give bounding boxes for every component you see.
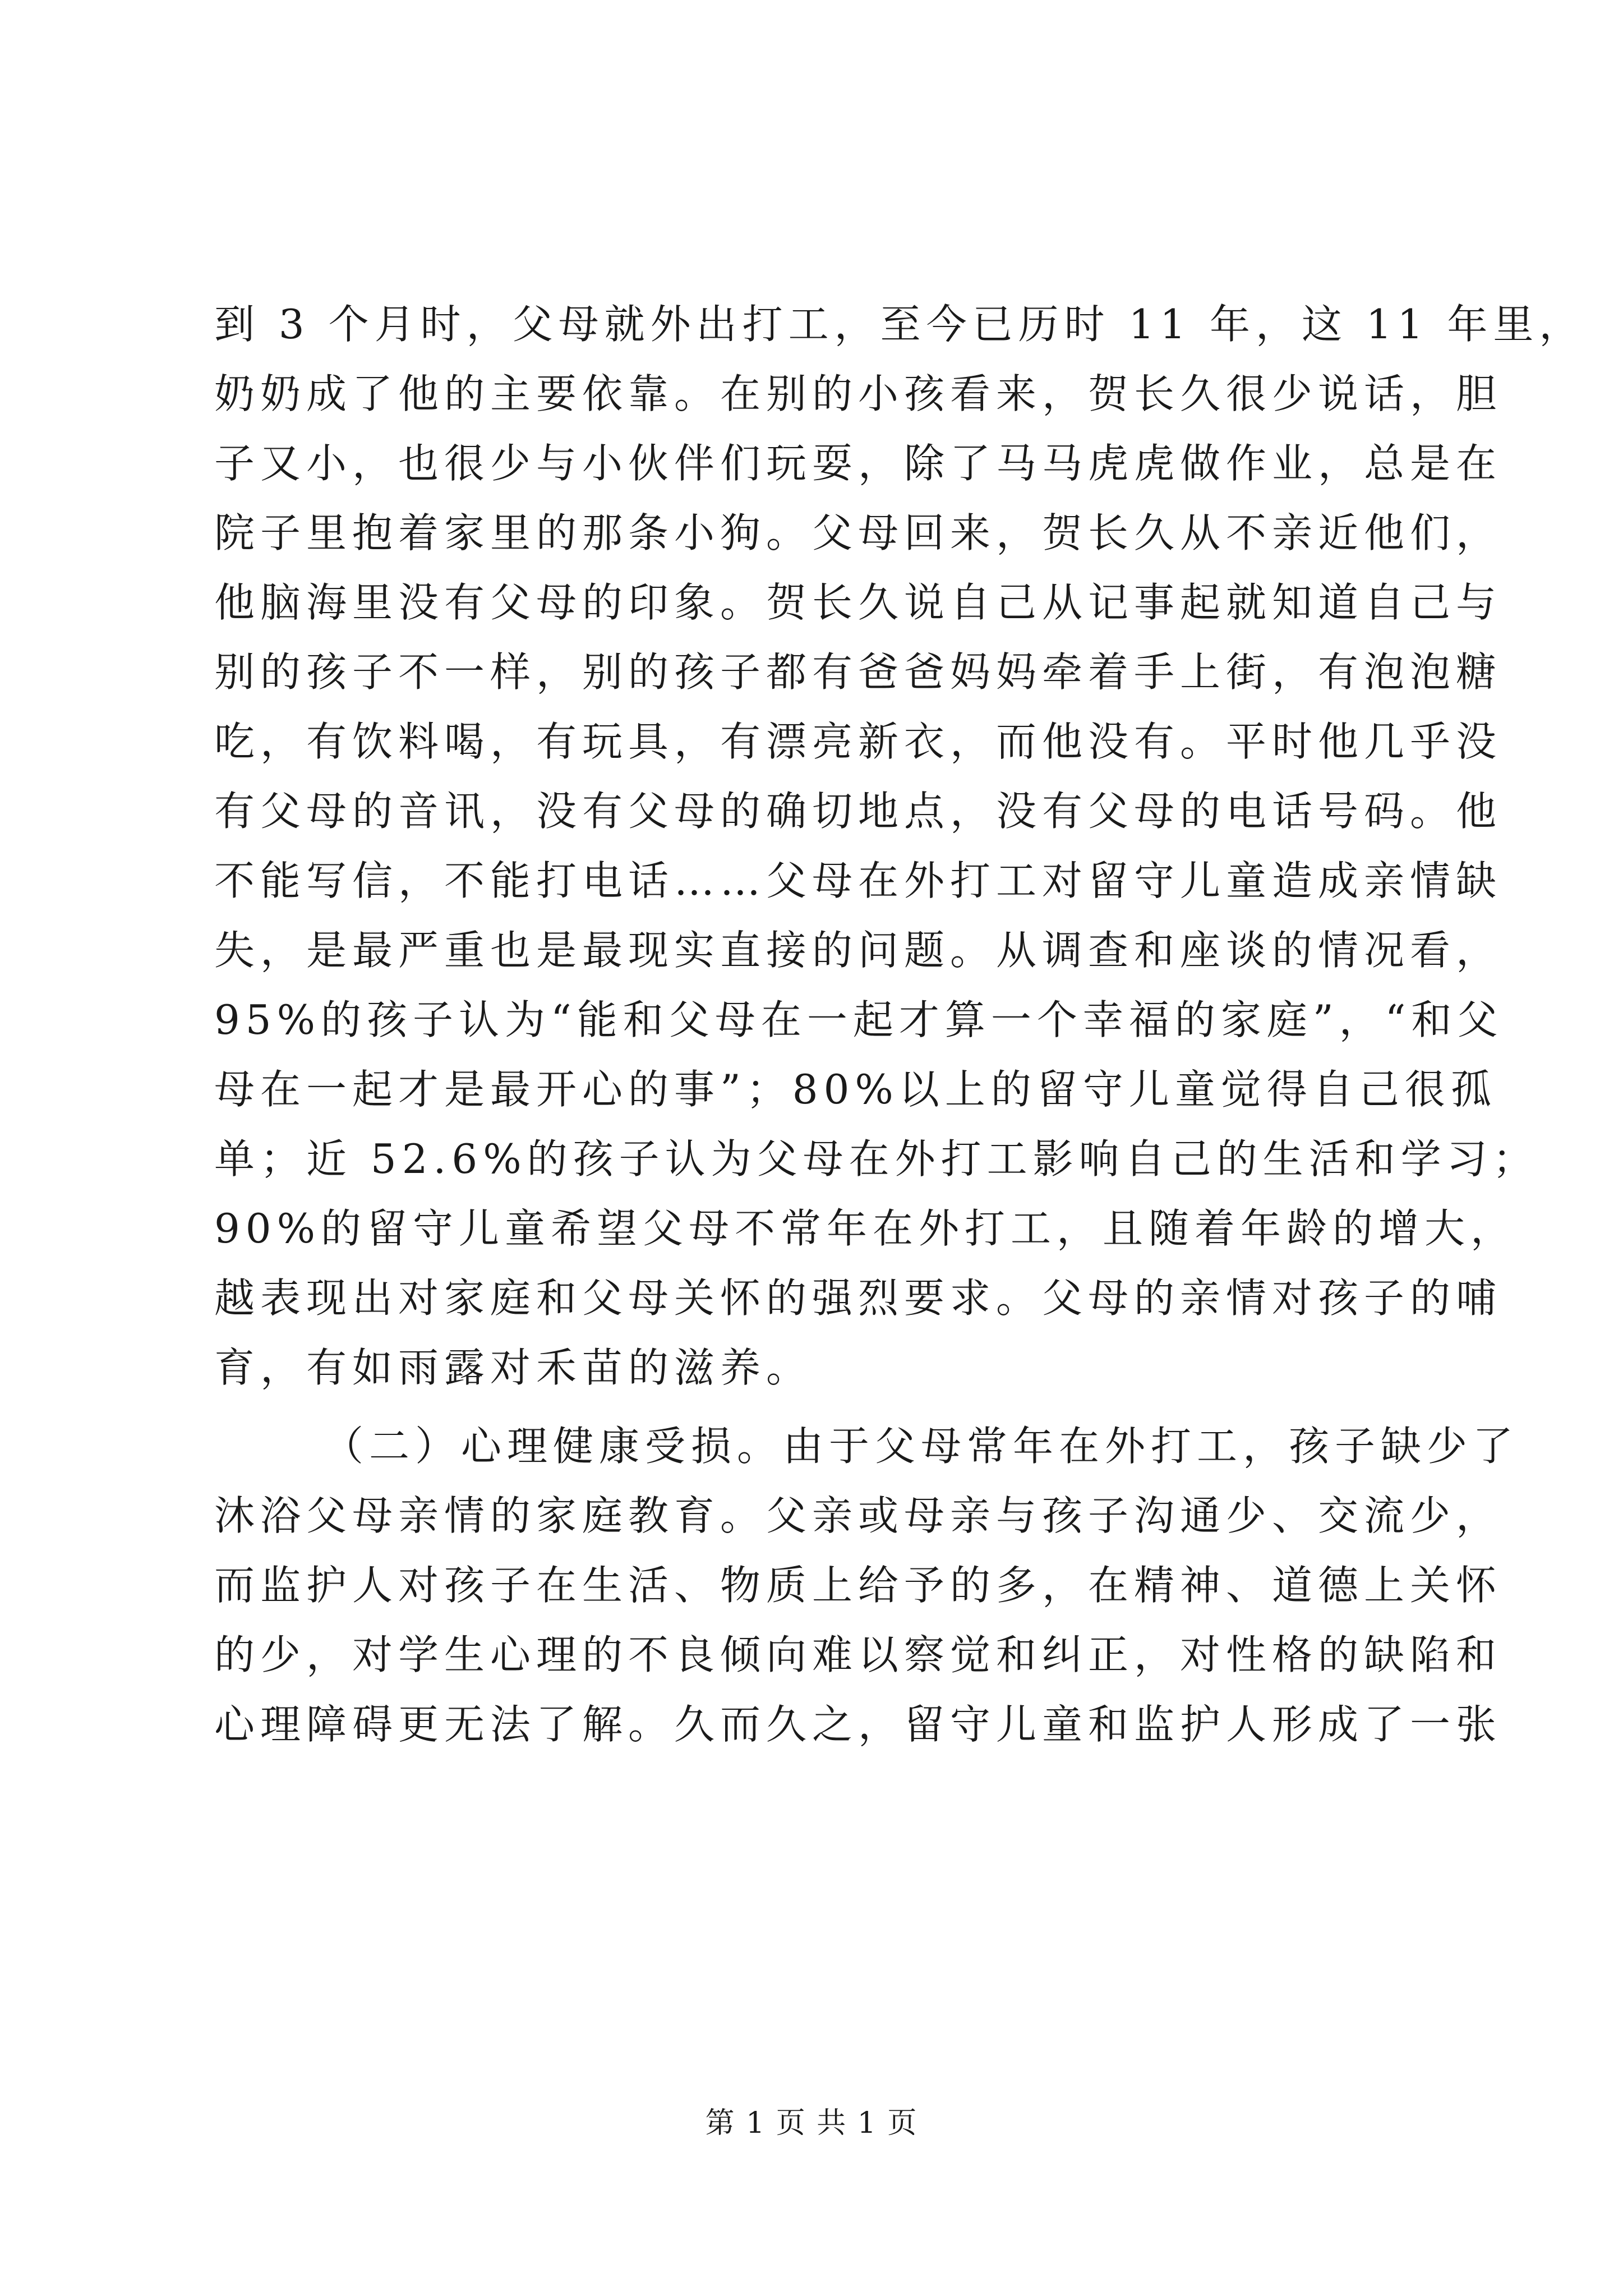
- body-text: [214, 289, 1585, 1759]
- text-line: 心理障碍更无法了解。久而久之，留守儿童和监护人形成了一张: [214, 1701, 1502, 1748]
- text-line: 子又小，也很少与小伙伴们玩耍，除了马马虎虎做作业，总是在: [214, 440, 1502, 487]
- page-footer: 第 1 页 共 1 页: [705, 2106, 918, 2140]
- text-line: 吃，有饮料喝，有玩具，有漂亮新衣，而他没有。平时他几乎没: [214, 718, 1502, 765]
- text-line: 别的孩子不一样，别的孩子都有爸爸妈妈牵着手上街，有泡泡糖: [214, 648, 1502, 696]
- text-line: 到 3 个月时，父母就外出打工，至今已历时 11 年，这 11 年里，: [214, 301, 1585, 348]
- text-line: 失，是最严重也是最现实直接的问题。从调查和座谈的情况看，: [214, 927, 1502, 974]
- text-line: 而监护人对孩子在生活、物质上给予的多，在精神、道德上关怀: [214, 1562, 1502, 1609]
- text-line: 奶奶成了他的主要依靠。在别的小孩看来，贺长久很少说话，胆: [214, 370, 1502, 417]
- text-line: 的少，对学生心理的不良倾向难以察觉和纠正，对性格的缺陷和: [214, 1631, 1502, 1678]
- text-line: 育，有如雨露对禾苗的滋养。: [214, 1344, 813, 1391]
- text-line: 沐浴父母亲情的家庭教育。父亲或母亲与孩子沟通少、交流少，: [214, 1492, 1502, 1539]
- text-line: 90%的留守儿童希望父母不常年在外打工，且随着年龄的增大，: [214, 1205, 1517, 1252]
- text-line: 不能写信，不能打电话……父母在外打工对留守儿童造成亲情缺: [214, 857, 1502, 904]
- text-line: 越表现出对家庭和父母关怀的强烈要求。父母的亲情对孩子的哺: [214, 1274, 1502, 1322]
- text-line: 单；近 52.6%的孩子认为父母在外打工影响自己的生活和学习；: [214, 1135, 1539, 1182]
- paragraph-gap: [214, 1402, 1403, 1411]
- section-heading-line: （二）心理健康受损。由于父母常年在外打工，孩子缺少了: [323, 1423, 1519, 1470]
- text-line: 95%的孩子认为“能和父母在一起才算一个幸福的家庭”，“和父: [214, 996, 1504, 1043]
- text-line: 有父母的音讯，没有父母的确切地点，没有父母的电话号码。他: [214, 788, 1502, 835]
- text-line: 院子里抱着家里的那条小狗。父母回来，贺长久从不亲近他们，: [214, 509, 1502, 556]
- text-line: 他脑海里没有父母的印象。贺长久说自己从记事起就知道自己与: [214, 579, 1502, 626]
- text-line: 母在一起才是最开心的事”；80%以上的留守儿童觉得自己很孤: [214, 1066, 1497, 1113]
